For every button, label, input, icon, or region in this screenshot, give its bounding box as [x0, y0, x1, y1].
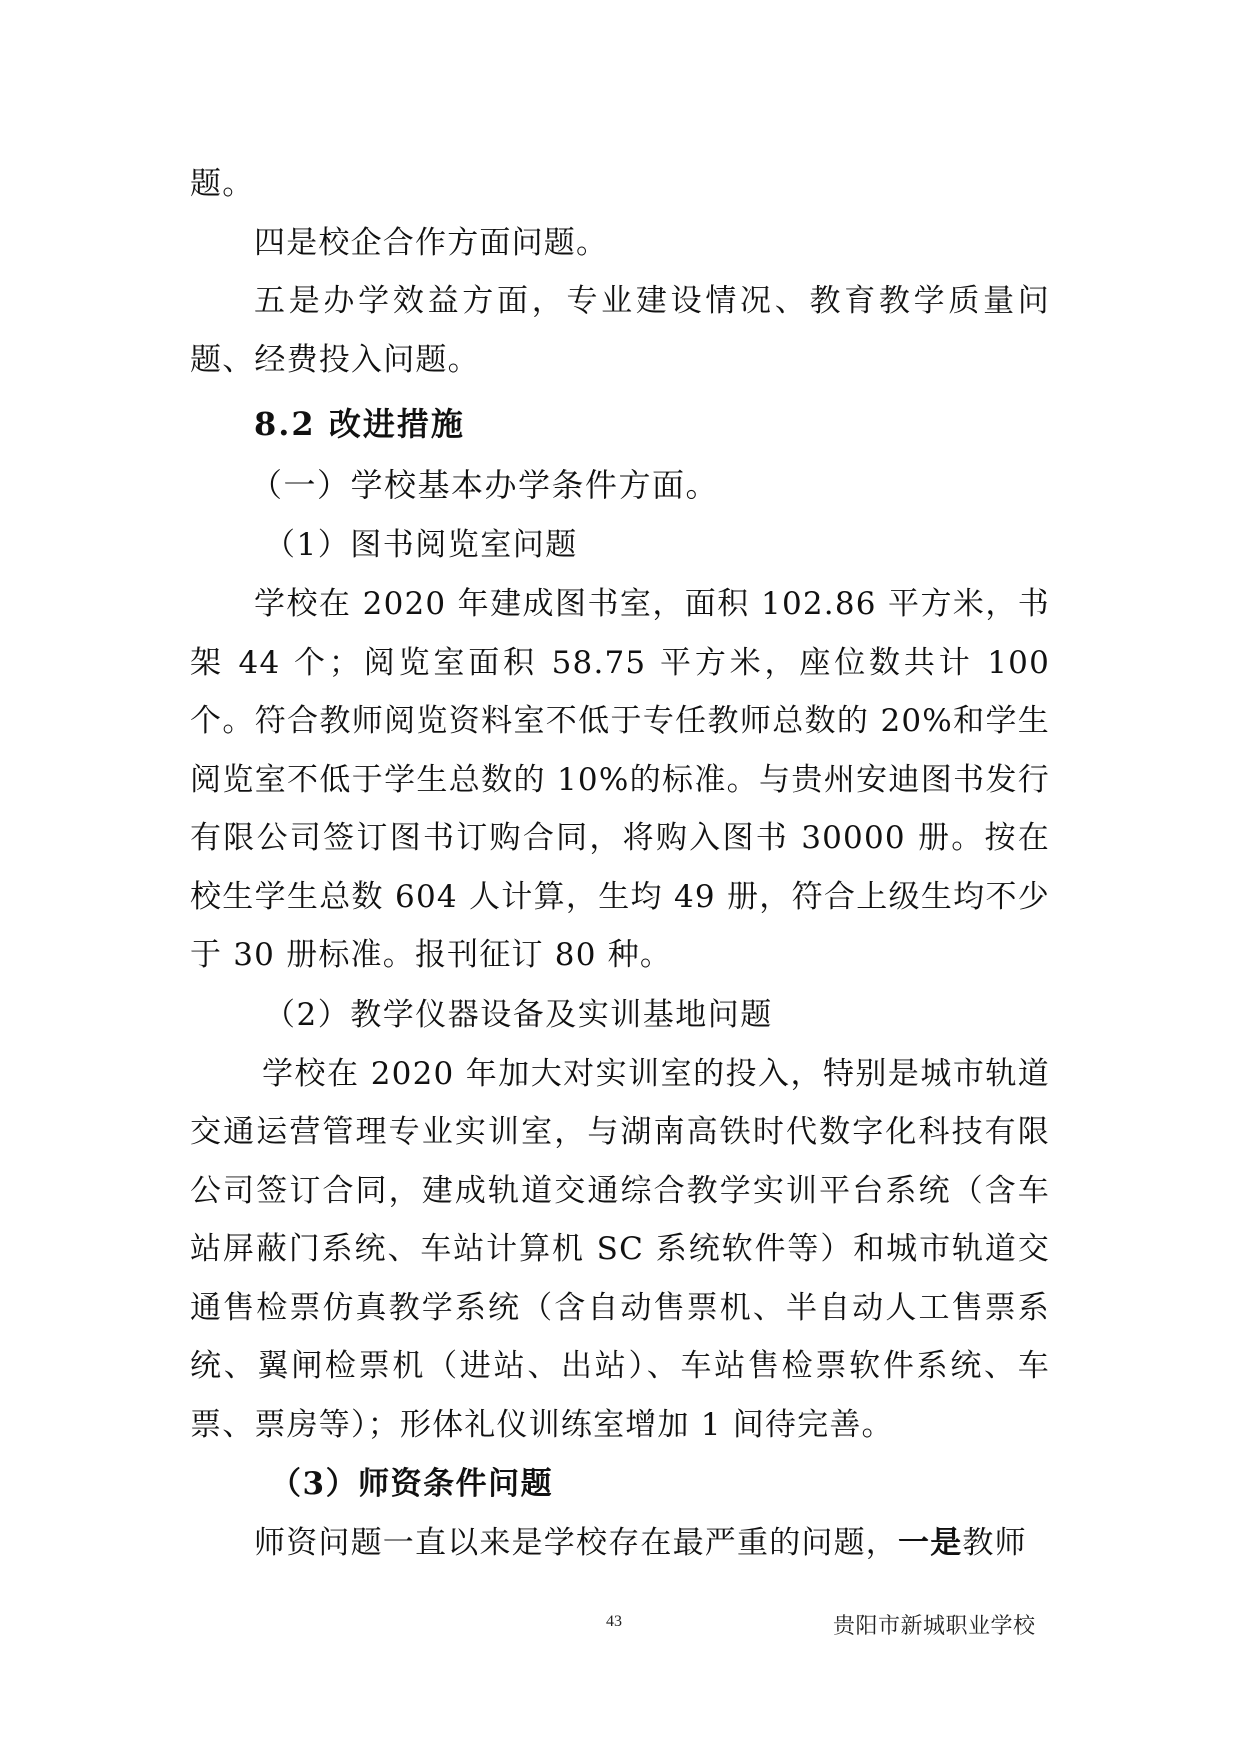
- paragraph-continuation: 题。: [190, 166, 255, 202]
- section-heading: 8.2 改进措施: [254, 405, 465, 443]
- paragraph-library: 学校在 2020 年建成图书室，面积 102.86 平方米，书架 44 个；阅览室面积 58.75 平方米，座位数共计 100 个。符合教师阅览资料室不低于专任教师总数的 20%和学生阅览室不低于学生总数的 10%的标准。与贵州安迪图书发行有限公司签订图书订购合同，将购入图书 30000 册。按在校生学生总数 604 人计算，生均 49 册，符合上级生均不少于 30 册标准。报刊征订 80 种。: [190, 586, 1050, 973]
- paragraph-issue-five: 五是办学效益方面，专业建设情况、教育教学质量问题、经费投入问题。: [190, 283, 1050, 378]
- item-heading-equipment: （2）教学仪器设备及实训基地问题: [264, 996, 773, 1033]
- paragraph-equipment: 学校在 2020 年加大对实训室的投入，特别是城市轨道交通运营管理专业实训室，与湖南高铁时代数字化科技有限公司签订合同，建成轨道交通综合教学实训平台系统（含车站屏蔽门系统、车站计算机 SC 系统软件等）和城市轨道交通售检票仿真教学系统（含自动售票机、半自动人工售票系统、翼闸检票机（进站、出站）、车站售检票软件系统、车票、票房等）；形体礼仪训练室增加 1 间待完善。: [190, 1055, 1050, 1443]
- paragraph-issue-four: 四是校企合作方面问题。: [254, 224, 609, 261]
- paragraph-teachers: [190, 1514, 1050, 1573]
- page-number: 43: [606, 1613, 622, 1630]
- footer-school-name: 贵阳市新城职业学校: [833, 1613, 1036, 1638]
- item-heading-library: （1）图书阅览室问题: [264, 527, 578, 563]
- subsection-heading: （一）学校基本办学条件方面。: [250, 466, 720, 504]
- paragraph-teachers-start: 师资问题一直以来是学校存在最严重的问题，: [254, 1525, 898, 1561]
- item-heading-teachers: （3）师资条件问题: [270, 1466, 554, 1502]
- page-footer: [0, 1613, 1240, 1643]
- paragraph-teachers-emphasis: 一是: [898, 1525, 963, 1561]
- paragraph-teachers-end: 教师: [962, 1525, 1027, 1561]
- body-text: [190, 155, 1050, 1573]
